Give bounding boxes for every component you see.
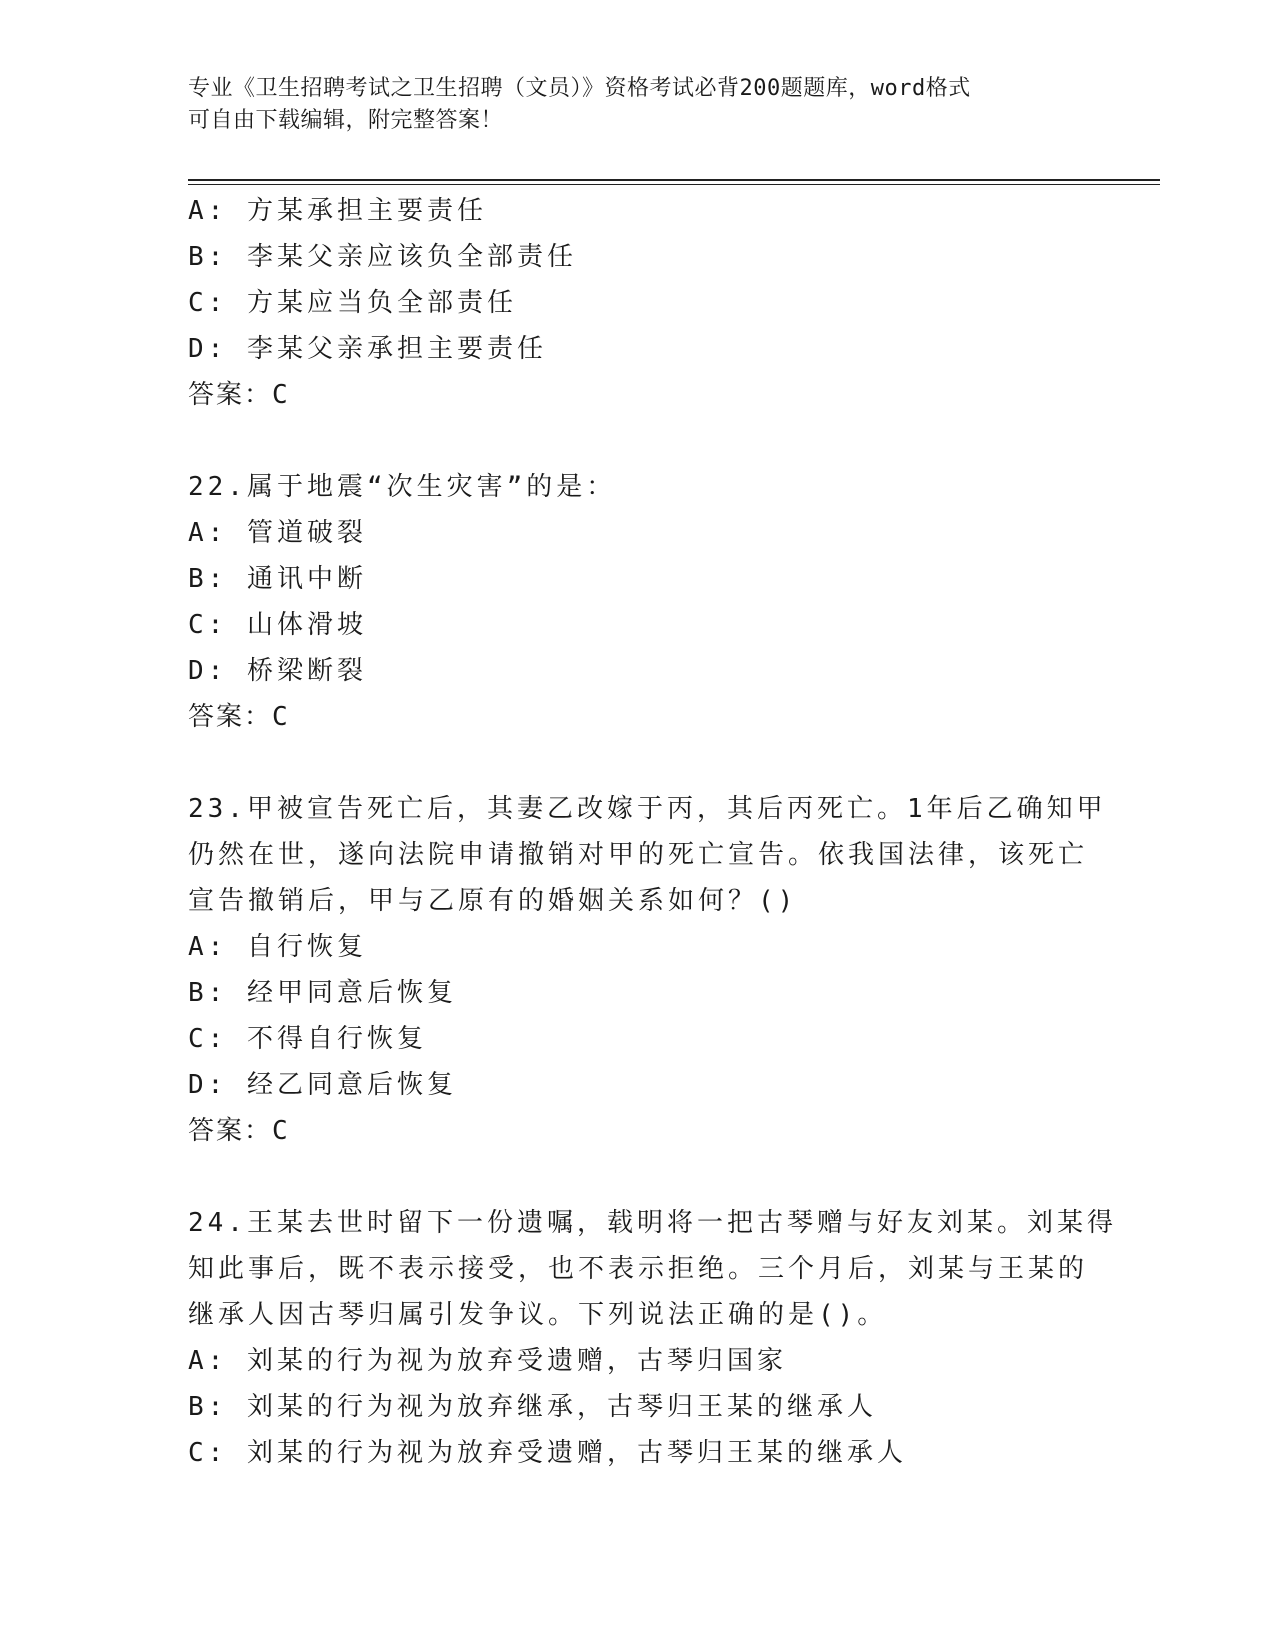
option-b: B: 李某父亲应该负全部责任 xyxy=(188,242,577,272)
answer: 答案：C xyxy=(188,702,290,732)
answer: 答案：C xyxy=(188,380,290,410)
option-c: C: 方某应当负全部责任 xyxy=(188,288,517,318)
option-a: A: 方某承担主要责任 xyxy=(188,196,487,226)
header-title-line-2: 可自由下载编辑，附完整答案！ xyxy=(188,108,504,133)
spacer xyxy=(188,1154,1088,1200)
option-c: C: 山体滑坡 xyxy=(188,610,367,640)
question-stem-line-3: 宣告撤销后，甲与乙原有的婚姻关系如何？() xyxy=(188,886,798,916)
question-stem: 22.属于地震“次生灾害”的是： xyxy=(188,472,617,502)
question-stem-line-1: 24.王某去世时留下一份遗嘱，载明将一把古琴赠与好友刘某。刘某得 xyxy=(188,1208,1117,1238)
option-a: A: 管道破裂 xyxy=(188,518,367,548)
question-22 xyxy=(188,464,1088,740)
question-23 xyxy=(188,786,1107,1154)
document-header xyxy=(188,73,1088,137)
option-d: D: 李某父亲承担主要责任 xyxy=(188,334,547,364)
question-stem-line-3: 继承人因古琴归属引发争议。下列说法正确的是()。 xyxy=(188,1300,888,1330)
option-b: B: 通讯中断 xyxy=(188,564,367,594)
header-divider-thick xyxy=(188,179,1160,181)
question-stem-line-1: 23.甲被宣告死亡后，其妻乙改嫁于丙，其后丙死亡。1年后乙确知甲 xyxy=(188,794,1107,824)
question-24 xyxy=(188,1200,1117,1476)
spacer xyxy=(188,740,1088,786)
option-c: C: 不得自行恢复 xyxy=(188,1024,427,1054)
header-divider-thin xyxy=(188,184,1160,185)
spacer xyxy=(188,418,1088,464)
option-d: D: 桥梁断裂 xyxy=(188,656,367,686)
option-d: D: 经乙同意后恢复 xyxy=(188,1070,457,1100)
option-b: B: 刘某的行为视为放弃继承，古琴归王某的继承人 xyxy=(188,1392,877,1422)
option-c: C: 刘某的行为视为放弃受遗赠，古琴归王某的继承人 xyxy=(188,1438,907,1468)
header-title-line-1: 专业《卫生招聘考试之卫生招聘（文员）》资格考试必背200题题库，word格式 xyxy=(188,76,971,101)
question-list xyxy=(188,188,1117,1476)
option-a: A: 自行恢复 xyxy=(188,932,367,962)
question-21-tail xyxy=(188,188,1088,418)
option-b: B: 经甲同意后恢复 xyxy=(188,978,457,1008)
option-a: A: 刘某的行为视为放弃受遗赠，古琴归国家 xyxy=(188,1346,787,1376)
answer: 答案：C xyxy=(188,1116,290,1146)
question-stem-line-2: 仍然在世，遂向法院申请撤销对甲的死亡宣告。依我国法律，该死亡 xyxy=(188,840,1089,870)
question-stem-line-2: 知此事后，既不表示接受，也不表示拒绝。三个月后，刘某与王某的 xyxy=(188,1254,1089,1284)
